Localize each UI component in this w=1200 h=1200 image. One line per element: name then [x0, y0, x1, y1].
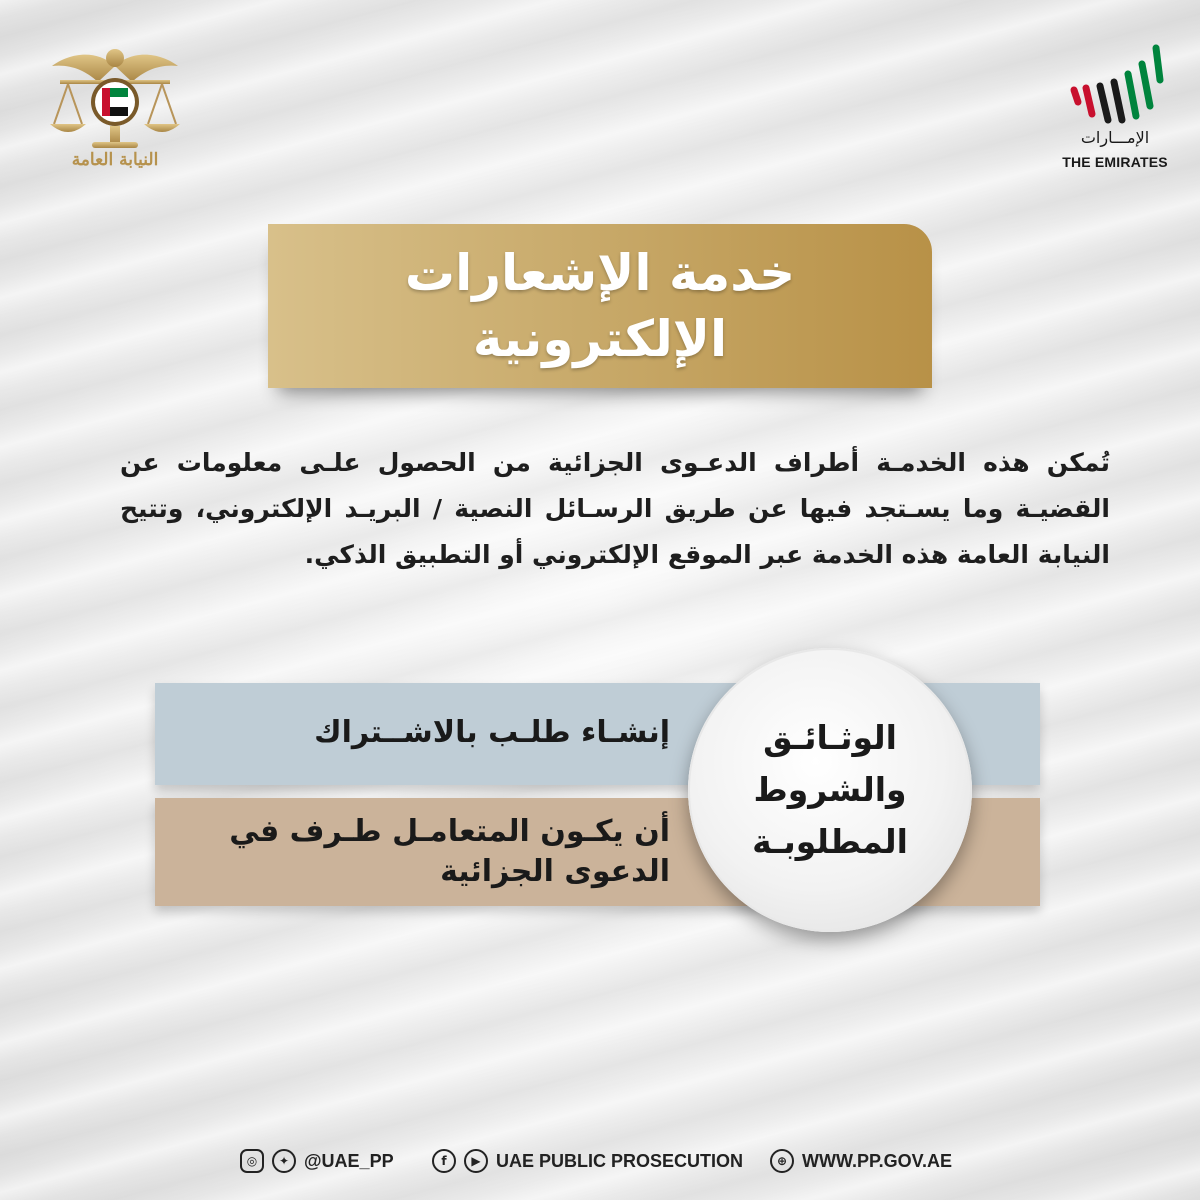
- footer: [0, 1145, 1200, 1185]
- requirement-item-2-line-2: الدعوى الجزائية: [440, 854, 670, 889]
- globe-icon[interactable]: ⊕: [770, 1149, 794, 1173]
- circle-line-3: المطلوبـة: [752, 822, 908, 861]
- requirement-item-2: [229, 812, 670, 892]
- the-emirates-label-ar: الإمـــارات: [1080, 128, 1150, 147]
- facebook-icon[interactable]: f: [432, 1149, 456, 1173]
- youtube-icon[interactable]: ▶: [464, 1149, 488, 1173]
- requirement-item-2-line-1: أن يكـون المتعامـل طـرف في: [229, 814, 670, 849]
- website-link[interactable]: WWW.PP.GOV.AE: [802, 1151, 953, 1171]
- the-emirates-label-en: THE EMIRATES: [1062, 154, 1168, 170]
- requirements-heading-circle: [688, 648, 972, 932]
- organization-name: UAE PUBLIC PROSECUTION: [496, 1151, 744, 1171]
- social-handle[interactable]: @UAE_PP: [304, 1151, 394, 1171]
- circle-line-2: والشروط: [753, 770, 907, 809]
- requirement-item-1: إنشـاء طلـب بالاشــتراك: [314, 715, 670, 750]
- public-prosecution-label: النيابة العامة: [71, 150, 159, 170]
- title-line-2: الإلكترونية: [472, 310, 728, 368]
- circle-line-1: الوثـائـق: [763, 718, 897, 757]
- service-description: تُمكن هذه الخدمـة أطراف الدعـوى الجزائية من الحصول علـى معلومات عن القضيـة وما يسـتجد فيها عن طريق الرسـائل النصية / البريـد الإلكتروني، وتتيح النيابة العامة هذه الخدمة عبر الموقع الإلكتروني أو التطبيق الذكي.: [120, 448, 1110, 569]
- title-line-1: خدمة الإشعارات: [404, 244, 796, 302]
- instagram-icon[interactable]: ◎: [240, 1149, 264, 1173]
- twitter-icon[interactable]: ✦: [272, 1149, 296, 1173]
- title-banner: [268, 224, 932, 388]
